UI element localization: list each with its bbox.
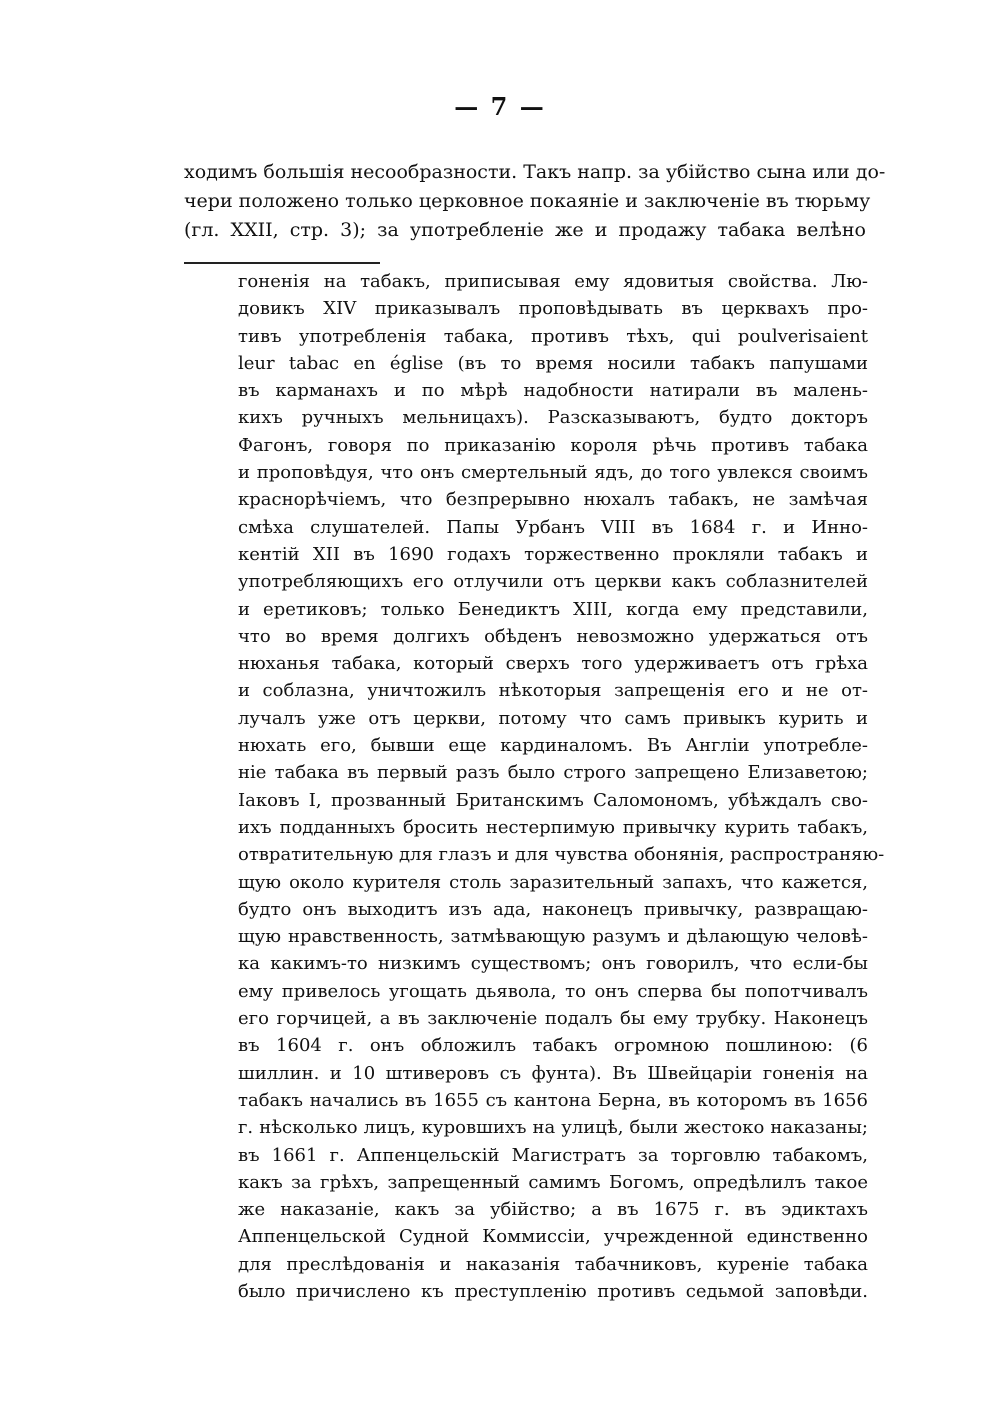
main-text-line: (гл. XXII, стр. 3); за употребленіе же и продажу табака велѣно	[184, 219, 866, 241]
footnote-line: и соблазна, уничтожилъ нѣкоторыя запрещенія его и не от-	[238, 680, 868, 702]
footnote-line: лучалъ уже отъ церкви, потому что самъ привыкъ курить и	[238, 707, 868, 729]
footnote-line: табакъ начались въ 1655 съ кантона Берна, въ которомъ въ 1656	[238, 1089, 868, 1111]
footnote-line: отвратительную для глазъ и для чувства обонянія, распространяю-	[238, 844, 885, 866]
footnote-line: Іаковъ I, прозванный Британскимъ Саломономъ, убѣждалъ сво-	[238, 789, 868, 811]
footnote-line: смѣха слушателей. Папы Урбанъ VIII въ 1684 г. и Инно-	[238, 516, 868, 538]
footnote-line: какъ за грѣхъ, запрещенный самимъ Богомъ, опредѣлилъ такое	[238, 1171, 868, 1193]
footnote-line: употребляющихъ его отлучили отъ церкви какъ соблазнителей	[238, 571, 868, 593]
footnote-line: и проповѣдуя, что онъ смертельный ядъ, до того увлекся своимъ	[238, 462, 868, 484]
page-number: — 7 —	[454, 92, 546, 121]
footnote-line: Аппенцельской Судной Коммиссіи, учрежденной единственно	[238, 1226, 868, 1248]
main-text	[184, 158, 886, 245]
footnote-line: г. нѣсколько лицъ, куровшихъ на улицѣ, были жестоко наказаны;	[238, 1117, 868, 1139]
footnote-line: нюханья табака, который сверхъ того удерживаетъ отъ грѣха	[238, 653, 868, 675]
footnote-line: что во время долгихъ обѣденъ невозможно удержаться отъ	[238, 625, 868, 647]
footnote-line: краснорѣчіемъ, что безпрерывно нюхалъ табакъ, не замѣчая	[238, 489, 868, 511]
footnote-line: щую около курителя столь заразительный запахъ, что кажется,	[238, 871, 868, 893]
footnote-line: щую нравственность, затмѣвающую разумъ и дѣлающую человѣ-	[238, 926, 868, 948]
footnote-line: нюхать его, бывши еще кардиналомъ. Въ Англіи употребле-	[238, 735, 868, 757]
footnote-line: шиллин. и 10 штиверовъ съ фунта). Въ Швейцаріи гоненія на	[238, 1062, 868, 1084]
main-text-line: чери положено только церковное покаяніе и заключеніе въ тюрьму	[184, 190, 871, 212]
footnote-line: ніе табака въ первый разъ было строго запрещено Елизаветою;	[238, 762, 868, 784]
footnote-line: тивъ употребленія табака, противъ тѣхъ, qui poulverisaient	[238, 325, 868, 347]
main-text-line: ходимъ большія несообразности. Такъ напр. за убійство сына или до-	[184, 161, 886, 183]
footnote-line: въ 1604 г. онъ обложилъ табакъ огромною пошлиною: (6	[238, 1035, 868, 1057]
footnote-line: для преслѣдованія и наказанія табачниковъ, куреніе табака	[238, 1253, 868, 1275]
footnote-line: въ 1661 г. Аппенцельскій Магистратъ за торговлю табакомъ,	[238, 1144, 868, 1166]
footnote-line: Фагонъ, говоря по приказанію короля рѣчь противъ табака	[238, 434, 868, 456]
footnote-divider	[184, 262, 380, 264]
footnote-line: кентій XII въ 1690 годахъ торжественно прокляли табакъ и	[238, 543, 868, 565]
footnote-line: довикъ XIV приказывалъ проповѣдывать въ церквахъ про-	[238, 298, 868, 320]
footnote-text	[238, 268, 885, 1305]
footnote-line: leur tabac en église (въ то время носили табакъ папушами	[238, 352, 868, 374]
footnote-line: ему привелось угощать дьявола, то онъ сперва бы попотчивалъ	[238, 980, 868, 1002]
footnote-line: же наказаніе, какъ за убійство; а въ 1675 г. въ эдиктахъ	[238, 1199, 868, 1221]
footnote-line: гоненія на табакъ, приписывая ему ядовитыя свойства. Лю-	[238, 271, 868, 292]
footnote-line: было причислено къ преступленію противъ седьмой заповѣди.	[238, 1280, 868, 1302]
footnote-line: кихъ ручныхъ мельницахъ). Разсказываютъ, будто докторъ	[238, 407, 868, 429]
footnote-line: ка какимъ-то низкимъ существомъ; онъ говорилъ, что если-бы	[238, 953, 868, 975]
footnote-line: въ карманахъ и по мѣрѣ надобности натирали въ малень-	[238, 380, 868, 402]
footnote-line: его горчицей, а въ заключеніе подалъ бы ему трубку. Наконецъ	[238, 1008, 868, 1030]
footnote-line: ихъ подданныхъ бросить нестерпимую привычку курить табакъ,	[238, 816, 868, 838]
footnote-line: будто онъ выходитъ изъ ада, наконецъ привычку, развращаю-	[238, 898, 868, 920]
footnote-line: и еретиковъ; только Бенедиктъ XIII, когда ему представили,	[238, 598, 868, 620]
